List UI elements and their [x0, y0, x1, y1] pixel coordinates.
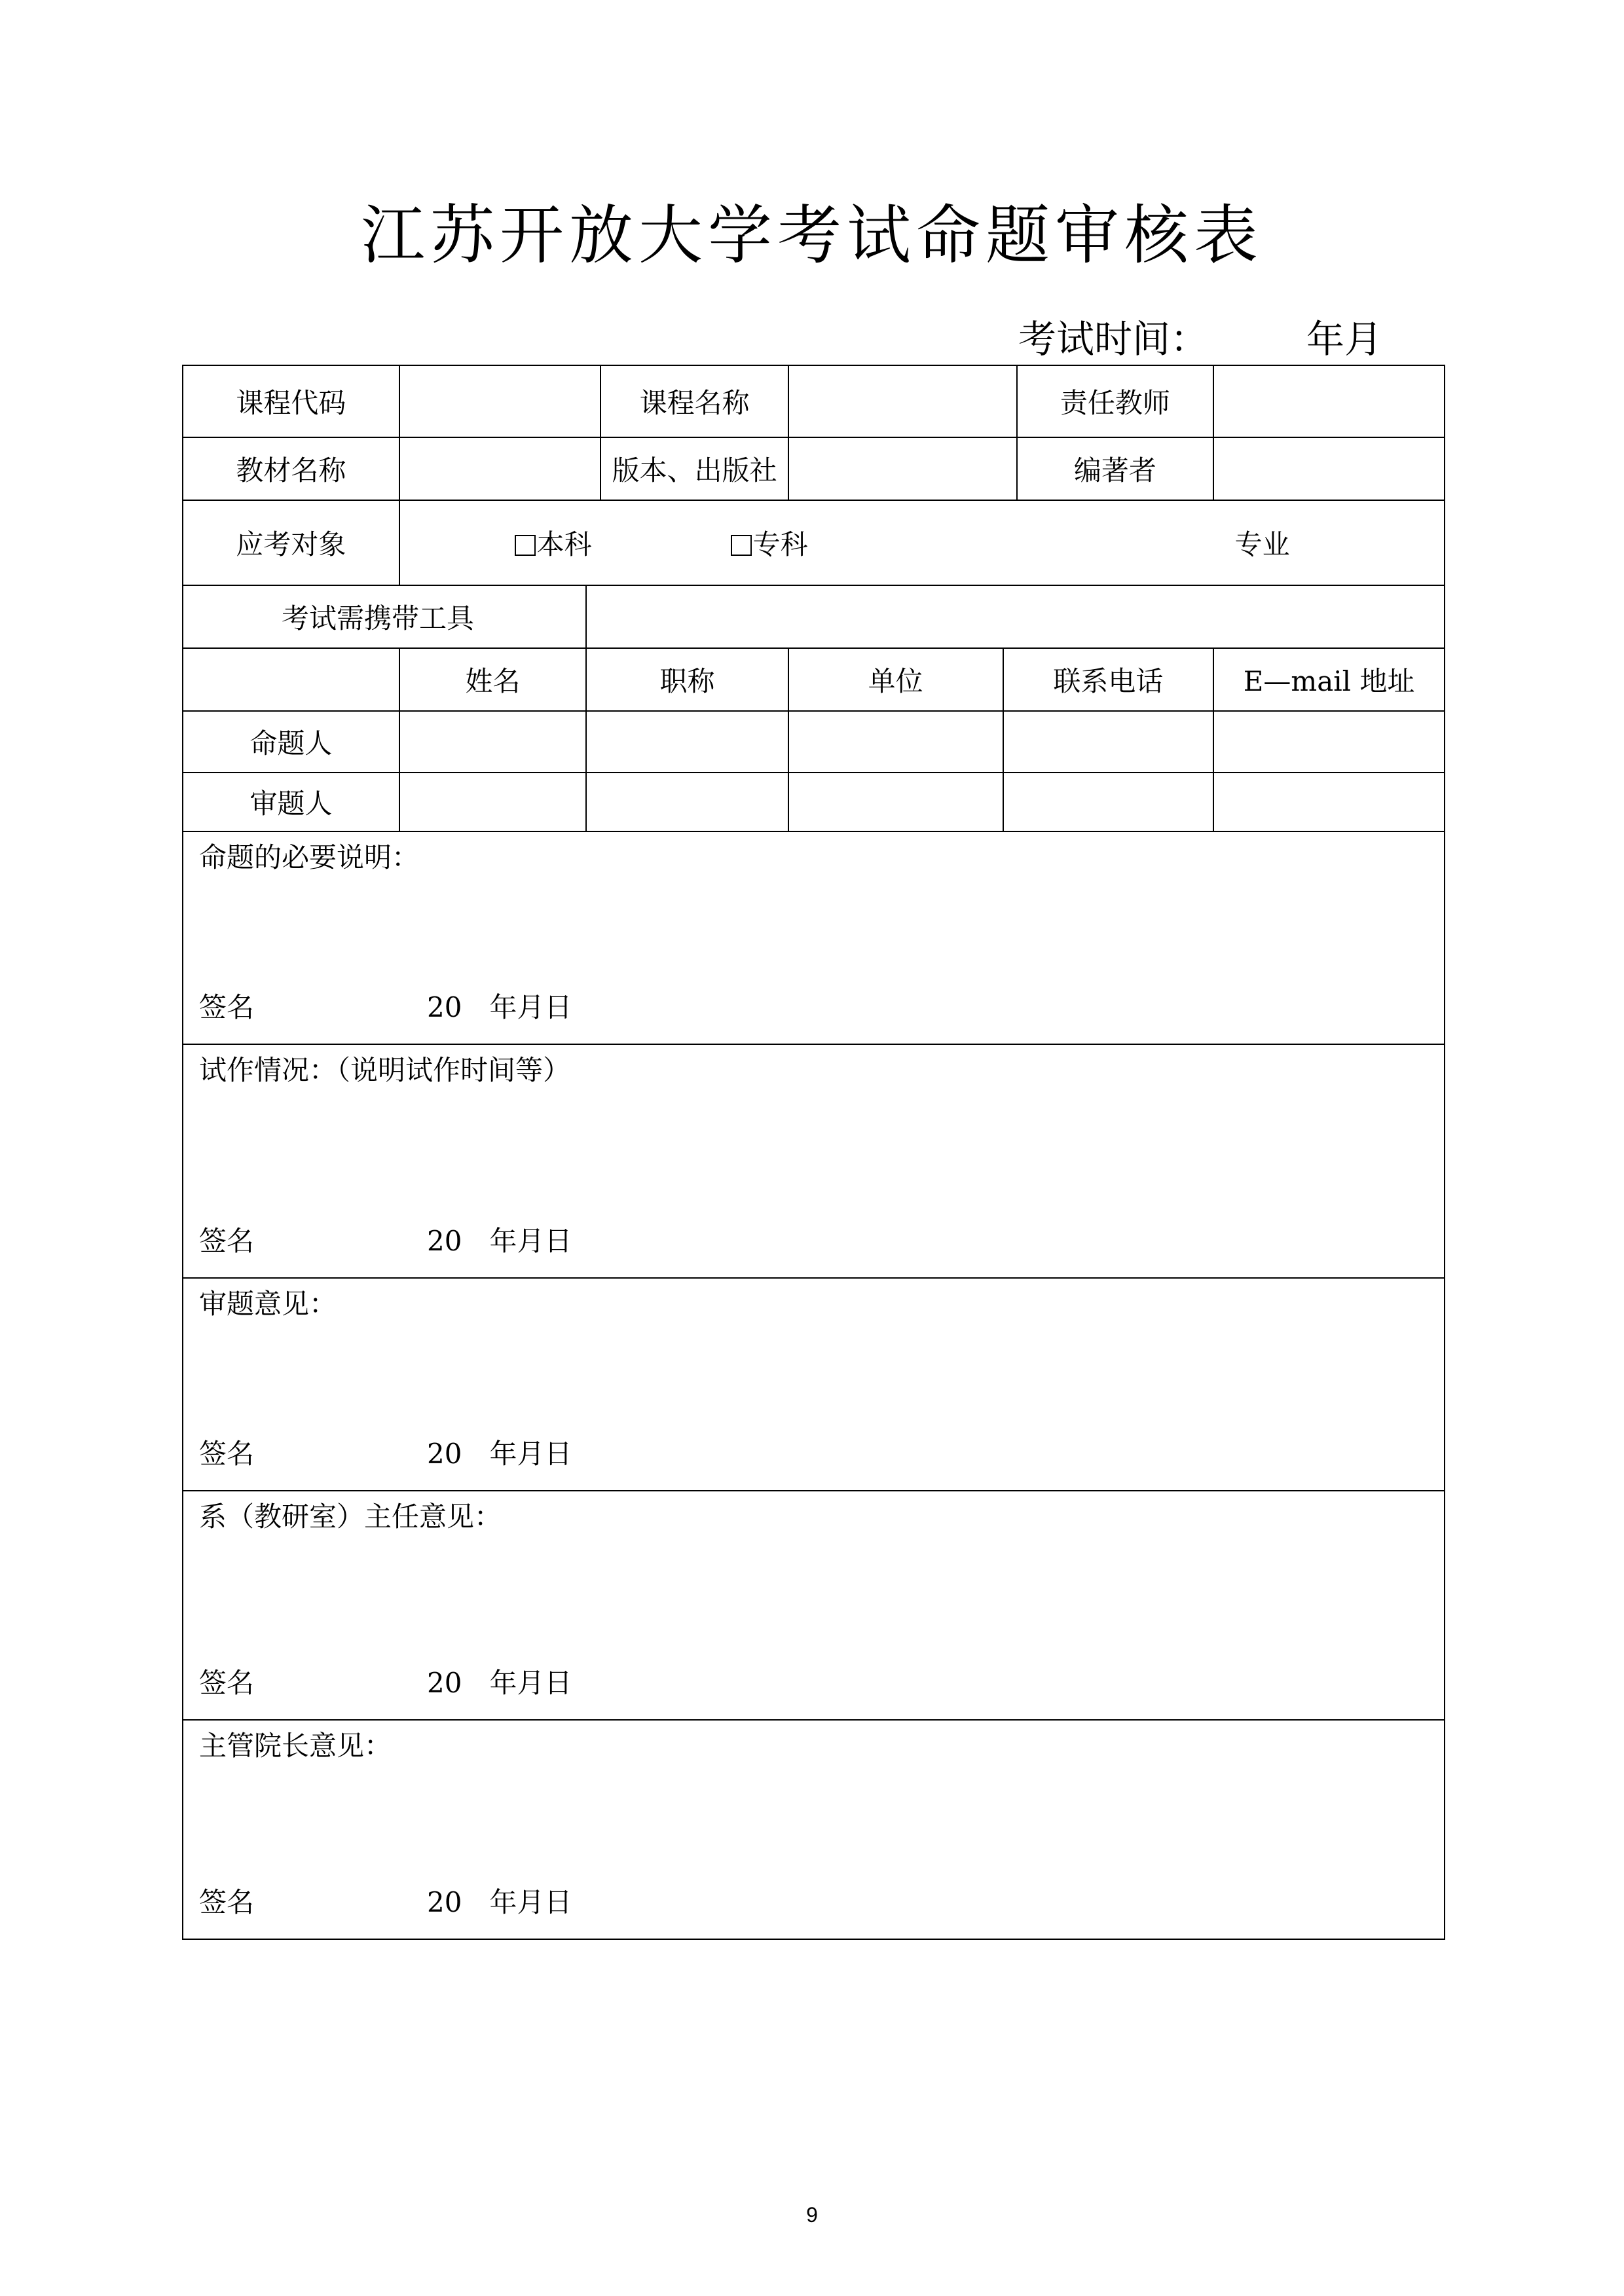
reviewer-name-field[interactable] — [399, 773, 587, 831]
section-proposal-notes — [183, 831, 1445, 1044]
form-title: 江苏开放大学考试命题审核表 — [360, 198, 1263, 273]
review-form-table — [182, 365, 1445, 1940]
textbook-label: 教材名称 — [183, 437, 399, 500]
audience-options — [399, 500, 1445, 585]
exam-time-label: 考试时间： — [1018, 317, 1209, 361]
textbook-row — [183, 437, 1445, 500]
textbook-field[interactable] — [399, 437, 601, 500]
people-header-row — [183, 648, 1445, 711]
signature-label: 签名 — [199, 1667, 255, 1699]
name-header: 姓名 — [399, 648, 587, 711]
junior-label: 专科 — [752, 528, 808, 560]
teacher-label: 责任教师 — [1017, 365, 1214, 437]
undergrad-option[interactable] — [515, 523, 592, 562]
edition-label: 版本、出版社 — [600, 437, 788, 500]
course-row — [183, 365, 1445, 437]
tools-row — [183, 585, 1445, 648]
phone-header: 联系电话 — [1003, 648, 1214, 711]
section-trial — [183, 1044, 1445, 1278]
title-header: 职称 — [586, 648, 788, 711]
review-opinion-box[interactable] — [183, 1278, 1445, 1491]
proposer-unit-field[interactable] — [788, 711, 1003, 773]
section-department-opinion — [183, 1491, 1445, 1720]
exam-time — [1018, 313, 1383, 365]
unit-header: 单位 — [788, 648, 1003, 711]
junior-checkbox[interactable] — [731, 535, 752, 556]
proposer-email-field[interactable] — [1213, 711, 1445, 773]
section-label: 命题的必要说明： — [199, 841, 420, 873]
reviewer-email-field[interactable] — [1213, 773, 1445, 831]
tools-field[interactable] — [586, 585, 1445, 648]
section-label: 试作情况：（说明试作时间等） — [199, 1054, 571, 1086]
signature-date: 20 年月日 — [427, 1667, 572, 1699]
course-name-label: 课程名称 — [600, 365, 788, 437]
reviewer-row — [183, 773, 1445, 831]
section-dean-opinion — [183, 1720, 1445, 1939]
course-name-field[interactable] — [788, 365, 1017, 437]
dean-opinion-box[interactable] — [183, 1720, 1445, 1939]
proposer-row — [183, 711, 1445, 773]
audience-row — [183, 500, 1445, 585]
undergrad-label: 本科 — [536, 528, 592, 560]
tools-label: 考试需携带工具 — [183, 585, 586, 648]
proposer-name-field[interactable] — [399, 711, 587, 773]
editor-label: 编著者 — [1017, 437, 1214, 500]
proposer-label: 命题人 — [183, 711, 399, 773]
exam-time-year-month: 年月 — [1306, 317, 1383, 361]
undergrad-checkbox[interactable] — [515, 535, 536, 556]
signature-label: 签名 — [199, 1886, 255, 1918]
reviewer-unit-field[interactable] — [788, 773, 1003, 831]
signature-label: 签名 — [199, 991, 255, 1023]
section-label: 审题意见： — [199, 1288, 337, 1320]
junior-option[interactable] — [731, 523, 808, 562]
page-number: 9 — [806, 2203, 818, 2227]
audience-label: 应考对象 — [183, 500, 399, 585]
reviewer-phone-field[interactable] — [1003, 773, 1214, 831]
teacher-field[interactable] — [1213, 365, 1445, 437]
trial-box[interactable] — [183, 1044, 1445, 1278]
proposer-phone-field[interactable] — [1003, 711, 1214, 773]
section-label: 主管院长意见： — [199, 1730, 392, 1762]
reviewer-label: 审题人 — [183, 773, 399, 831]
department-opinion-box[interactable] — [183, 1491, 1445, 1720]
signature-date: 20 年月日 — [427, 1438, 572, 1470]
reviewer-title-field[interactable] — [586, 773, 788, 831]
course-code-label: 课程代码 — [183, 365, 399, 437]
proposal-notes-box[interactable] — [183, 831, 1445, 1044]
section-review-opinion — [183, 1278, 1445, 1491]
section-label: 系（教研室）主任意见： — [199, 1501, 502, 1533]
signature-label: 签名 — [199, 1225, 255, 1257]
signature-label: 签名 — [199, 1438, 255, 1470]
proposer-title-field[interactable] — [586, 711, 788, 773]
edition-field[interactable] — [788, 437, 1017, 500]
signature-date: 20 年月日 — [427, 1225, 572, 1257]
email-header: E—mail 地址 — [1213, 648, 1445, 711]
signature-date: 20 年月日 — [427, 991, 572, 1023]
people-header-blank — [183, 648, 399, 711]
course-code-field[interactable] — [399, 365, 601, 437]
major-label: 专业 — [1234, 528, 1290, 560]
editor-field[interactable] — [1213, 437, 1445, 500]
signature-date: 20 年月日 — [427, 1886, 572, 1918]
